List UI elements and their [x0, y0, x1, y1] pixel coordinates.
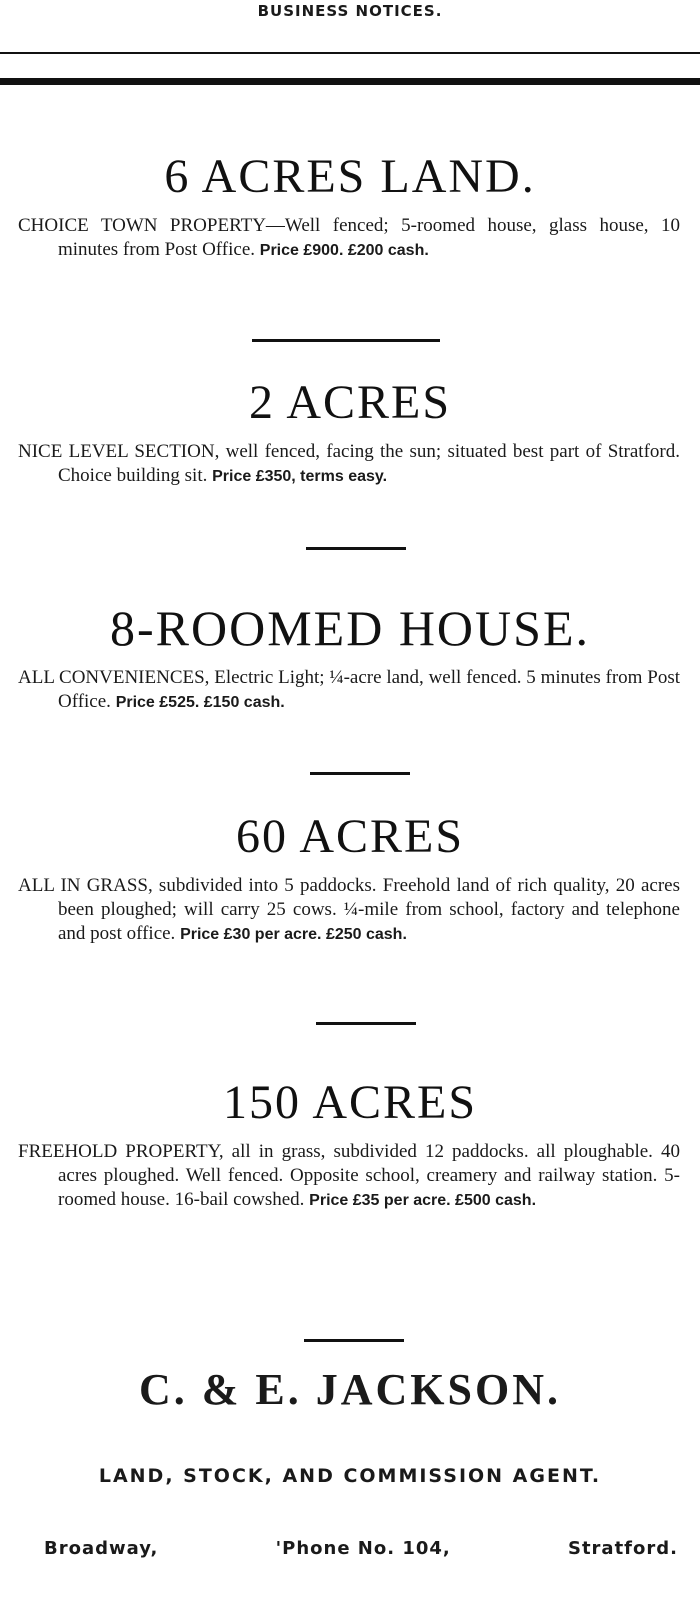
- ad-body: [0, 440, 700, 489]
- section-divider: [306, 547, 406, 550]
- ad-heading: 2 ACRES: [248, 376, 452, 429]
- ad-body: [0, 214, 700, 263]
- ad-60-acres: [0, 800, 700, 947]
- ad-description: FREEHOLD PROPERTY, all in grass, subdivided 12 paddocks. all ploughable. 40 acres ploughed. Well fenced. Opposite school, creamery and railway station. 5-roomed house. 16-bail cowshed.: [18, 1141, 680, 1210]
- ad-body: [0, 874, 700, 947]
- ad-150-acres: [0, 1066, 700, 1213]
- ad-heading: 150 ACRES: [222, 1076, 478, 1129]
- ad-2-acres: [0, 366, 700, 489]
- ad-description: NICE LEVEL SECTION, well fenced, facing the sun; situated best part of Stratford. Choice building sit.: [18, 441, 680, 486]
- header-rule-thin: [0, 52, 700, 54]
- header-rule-thick: [0, 78, 700, 85]
- section-divider: [316, 1022, 416, 1025]
- ad-description: CHOICE TOWN PROPERTY—Well fenced; 5-roomed house, glass house, 10 minutes from Post Office.: [18, 215, 680, 260]
- page-header-title: BUSINESS NOTICES.: [257, 2, 443, 20]
- ad-description: ALL IN GRASS, subdivided into 5 paddocks. Freehold land of rich quality, 20 acres been ploughed; will carry 25 cows. ¼-mile from school, factory and telephone and post office.: [18, 875, 680, 944]
- ad-price: Price £900. £200 cash.: [259, 242, 429, 259]
- ad-8-roomed-house: [0, 590, 700, 715]
- ad-6-acres-land: [0, 140, 700, 263]
- agent-role: LAND, STOCK, AND COMMISSION AGENT.: [98, 1465, 602, 1487]
- agent-contact-line: [44, 1538, 678, 1559]
- ad-price: Price £525. £150 cash.: [115, 694, 285, 711]
- ad-heading: 60 ACRES: [235, 810, 465, 863]
- ad-body: [0, 1140, 700, 1213]
- ad-price: Price £35 per acre. £500 cash.: [309, 1192, 537, 1209]
- ad-heading: 6 ACRES LAND.: [164, 150, 536, 203]
- ad-heading: 8-ROOMED HOUSE.: [110, 600, 590, 656]
- section-divider: [310, 772, 410, 775]
- section-divider: [304, 1339, 404, 1342]
- ad-body: [0, 666, 700, 715]
- ad-description: ALL CONVENIENCES, Electric Light; ¼-acre land, well fenced. 5 minutes from Post Office.: [18, 667, 680, 712]
- section-divider: [252, 339, 440, 342]
- agent-town: Stratford.: [567, 1538, 678, 1559]
- agent-name: C. & E. JACKSON.: [138, 1365, 562, 1414]
- ad-price: Price £30 per acre. £250 cash.: [180, 926, 407, 943]
- ad-price: Price £350, terms easy.: [212, 468, 388, 485]
- agent-phone: 'Phone No. 104,: [275, 1538, 451, 1559]
- agent-street: Broadway,: [44, 1538, 159, 1559]
